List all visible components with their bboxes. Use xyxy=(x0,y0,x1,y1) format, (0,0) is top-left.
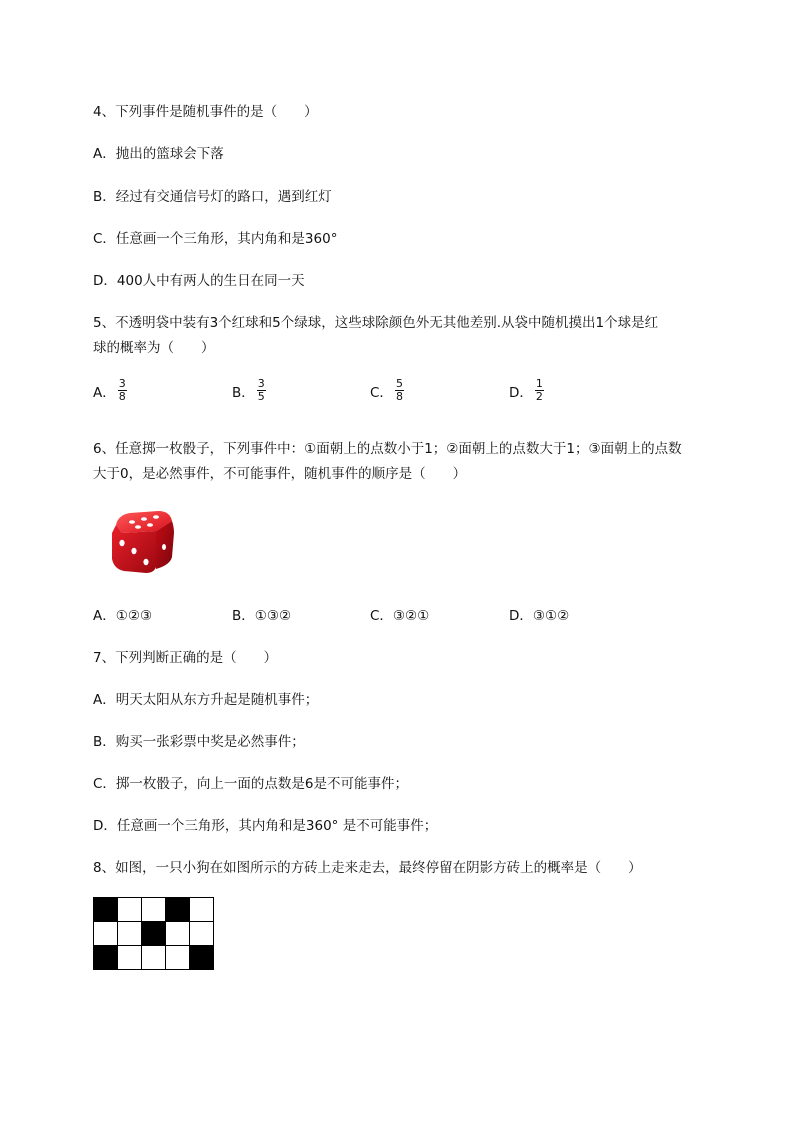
q5-option-c xyxy=(370,378,404,403)
q5-stem-line2: 球的概率为（ ） xyxy=(93,340,215,356)
denominator: 8 xyxy=(118,390,126,403)
q4-option-d: D．400人中有两人的生日在同一天 xyxy=(93,273,305,289)
fraction xyxy=(535,378,544,403)
option-label: C． xyxy=(370,384,393,401)
white-tile xyxy=(190,898,214,922)
q7-option-b: B．购买一张彩票中奖是必然事件； xyxy=(93,734,305,750)
q6-option-a: A．①②③ xyxy=(93,608,153,624)
shaded-tile xyxy=(142,922,166,946)
shaded-tile xyxy=(166,898,190,922)
white-tile xyxy=(94,922,118,946)
dice-image xyxy=(108,507,176,575)
shaded-tile xyxy=(190,946,214,970)
white-tile xyxy=(166,946,190,970)
q4-option-a: A．抛出的篮球会下落 xyxy=(93,146,224,162)
numerator: 1 xyxy=(535,377,543,390)
denominator: 8 xyxy=(395,390,403,403)
q7-stem: 7、下列判断正确的是（ ） xyxy=(93,650,278,666)
q5-option-d xyxy=(509,378,544,403)
tile-grid xyxy=(93,897,214,970)
q6-option-d: D．③①② xyxy=(509,608,570,624)
white-tile xyxy=(166,922,190,946)
q4-option-c: C．任意画一个三角形，其内角和是360° xyxy=(93,231,338,247)
fraction xyxy=(257,378,266,403)
q4-stem: 4、下列事件是随机事件的是（ ） xyxy=(93,104,318,120)
numerator: 5 xyxy=(395,377,403,390)
tile-row xyxy=(94,922,214,946)
q7-option-a: A．明天太阳从东方升起是随机事件； xyxy=(93,692,319,708)
q5-option-a xyxy=(93,378,127,403)
q5-stem-line1: 5、不透明袋中装有3个红球和5个绿球，这些球除颜色外无其他差别.从袋中随机摸出1个球是红 xyxy=(93,315,659,331)
q5-option-b xyxy=(232,378,266,403)
q6-stem-line2: 大于0，是必然事件，不可能事件，随机事件的顺序是（ ） xyxy=(93,466,467,482)
q8-stem: 8、如图，一只小狗在如图所示的方砖上走来走去，最终停留在阴影方砖上的概率是（ ） xyxy=(93,860,642,876)
white-tile xyxy=(118,898,142,922)
q7-option-d: D．任意画一个三角形，其内角和是360° 是不可能事件； xyxy=(93,818,438,834)
numerator: 3 xyxy=(118,377,126,390)
option-label: B． xyxy=(232,384,255,401)
q7-option-c: C．掷一枚骰子，向上一面的点数是6是不可能事件； xyxy=(93,776,409,792)
tile-row xyxy=(94,898,214,922)
white-tile xyxy=(142,946,166,970)
denominator: 5 xyxy=(257,390,265,403)
option-label: A． xyxy=(93,384,116,401)
white-tile xyxy=(118,922,142,946)
q6-stem-line1: 6、任意掷一枚骰子，下列事件中：①面朝上的点数小于1；②面朝上的点数大于1；③面朝上的点数 xyxy=(93,441,682,457)
q6-option-c: C．③②① xyxy=(370,608,430,624)
fraction xyxy=(395,378,404,403)
shaded-tile xyxy=(94,898,118,922)
denominator: 2 xyxy=(535,390,543,403)
tile-row xyxy=(94,946,214,970)
shaded-tile xyxy=(94,946,118,970)
white-tile xyxy=(142,898,166,922)
fraction xyxy=(118,378,127,403)
white-tile xyxy=(190,922,214,946)
q4-option-b: B．经过有交通信号灯的路口，遇到红灯 xyxy=(93,189,332,205)
q6-option-b: B．①③② xyxy=(232,608,292,624)
numerator: 3 xyxy=(257,377,265,390)
white-tile xyxy=(118,946,142,970)
option-label: D． xyxy=(509,384,533,401)
